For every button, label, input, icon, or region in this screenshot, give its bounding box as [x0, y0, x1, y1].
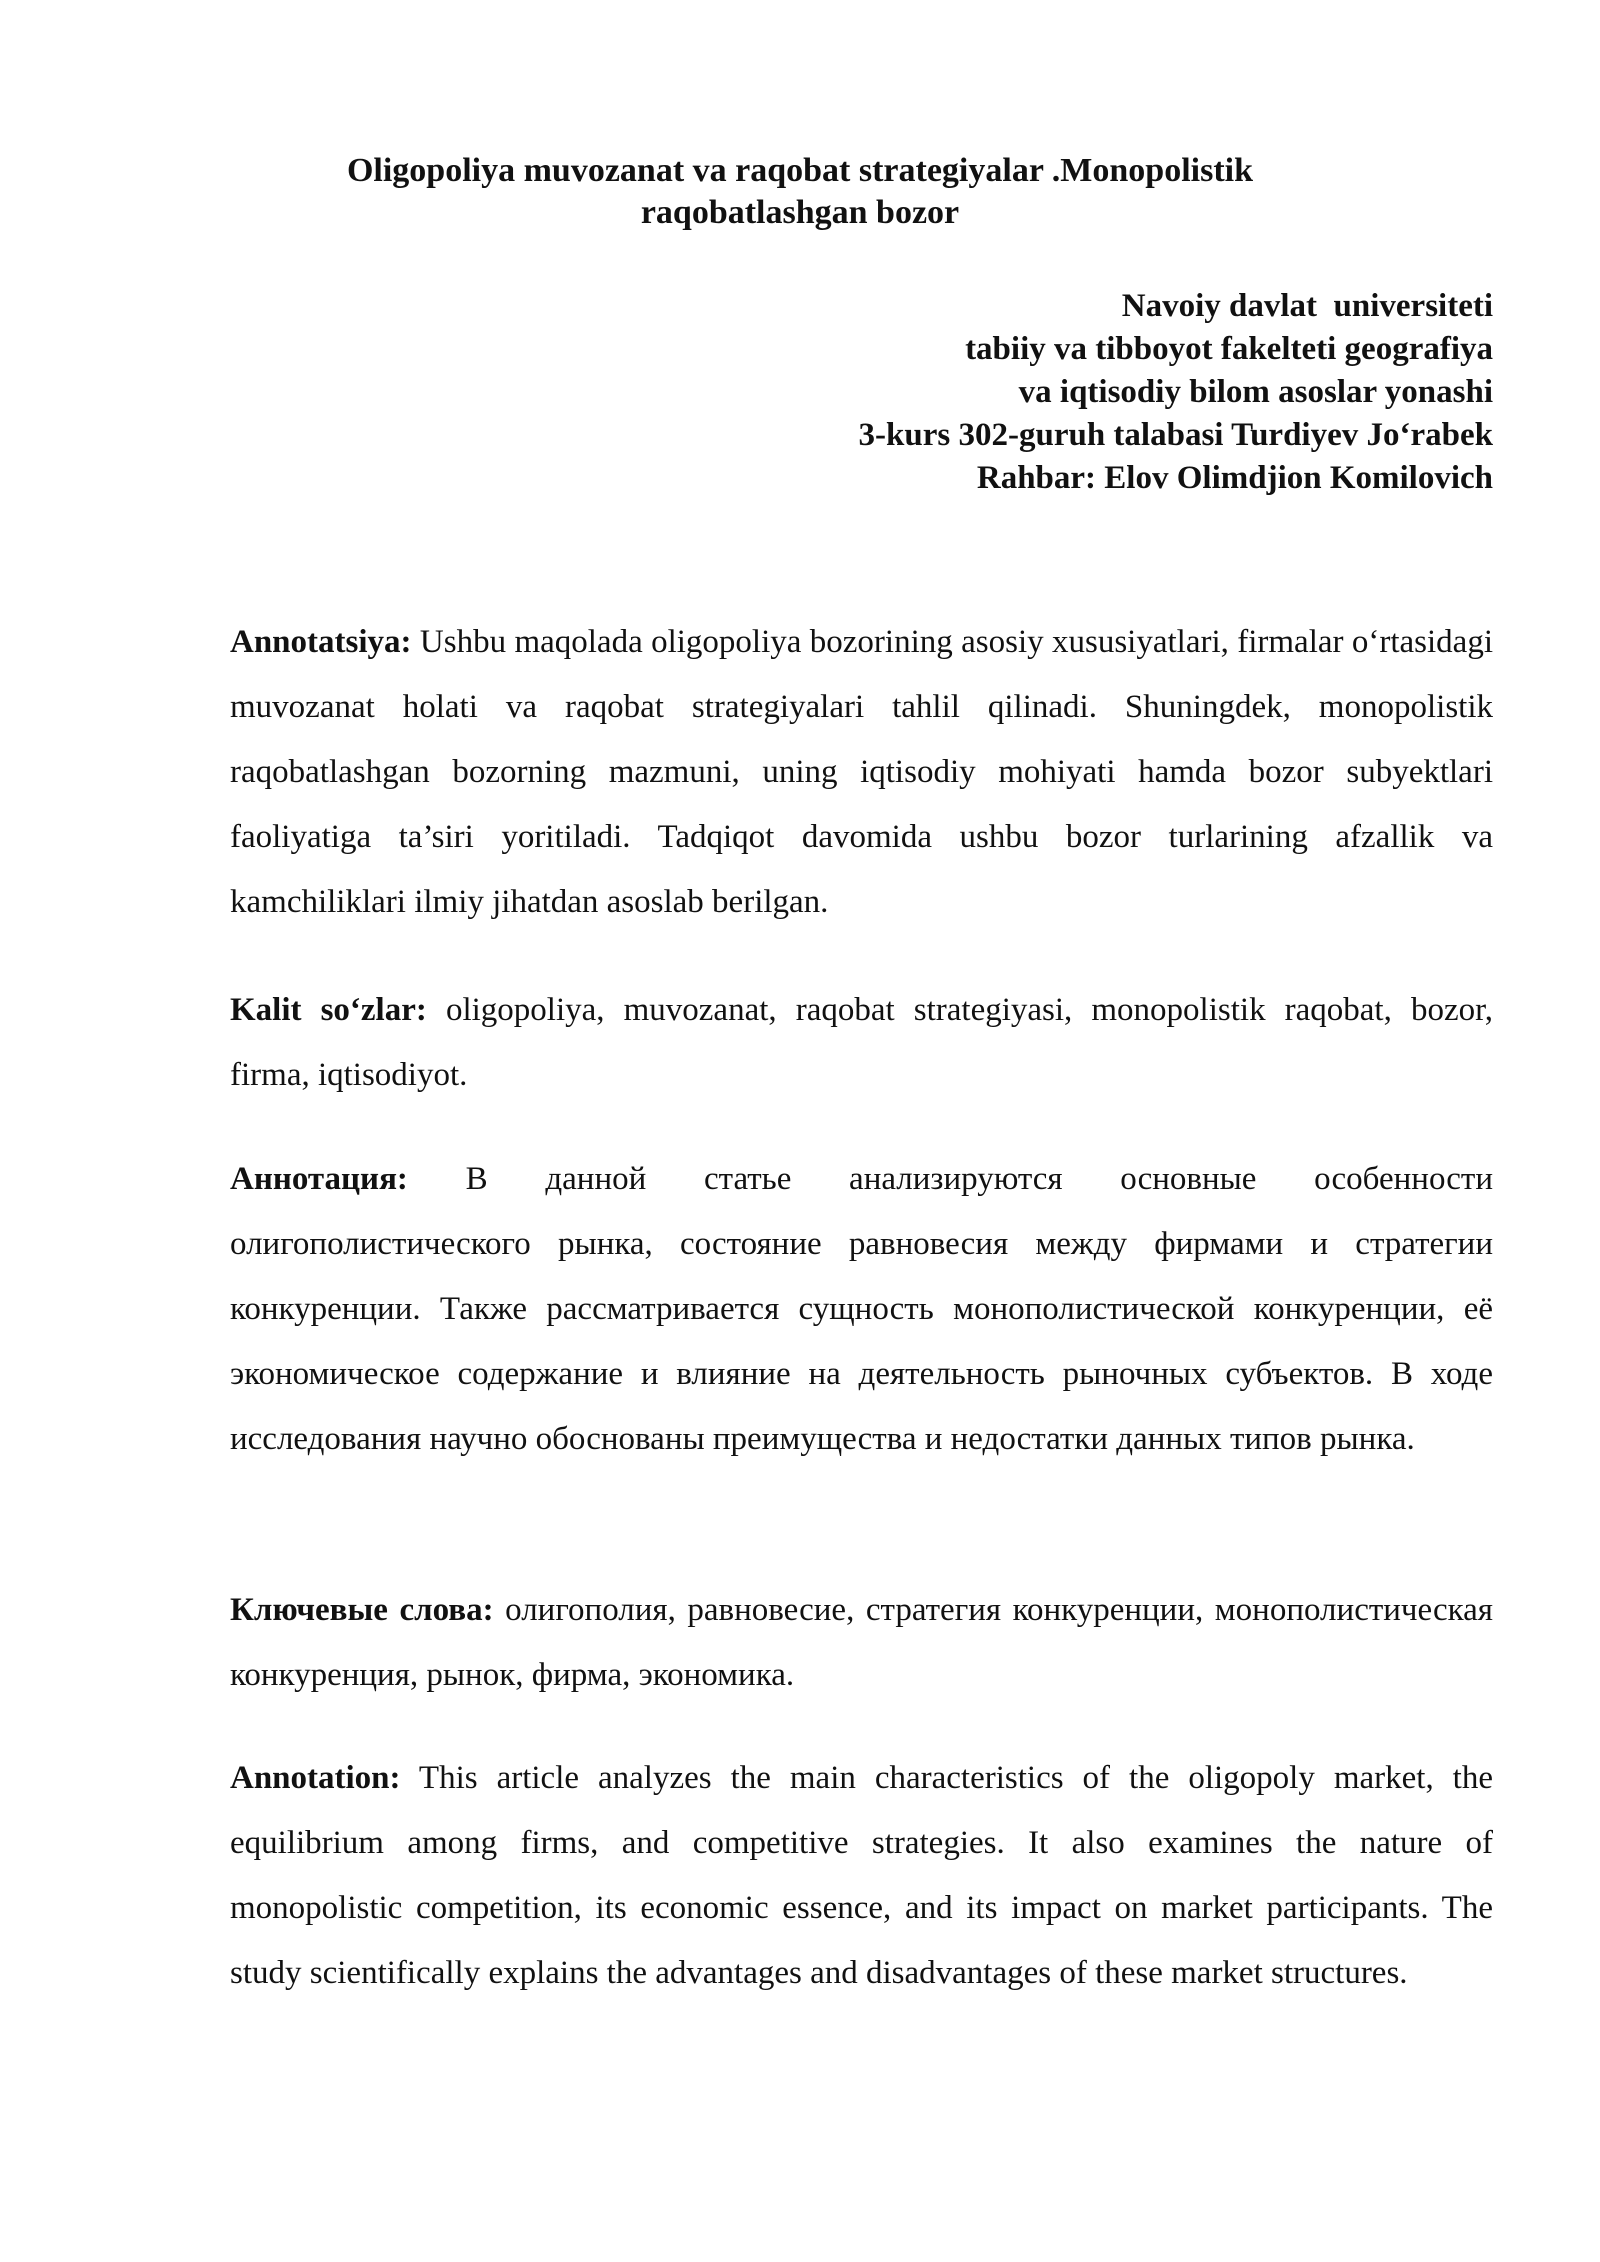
english-annotation [230, 1746, 1493, 2006]
russian-annotation-label: Аннотация: [230, 1161, 408, 1197]
uzbek-keywords-text: oligopoliya, muvozanat, raqobat strategiyasi, monopolistik raqobat, bozor, firma, iqtisodiyot. [230, 992, 1494, 1093]
author-affiliation [859, 285, 1493, 500]
uzbek-keywords-label: Kalit so‘zlar: [230, 992, 427, 1028]
affiliation-university: Navoiy davlat universiteti [1121, 288, 1493, 324]
title-line-2: raqobatlashgan bozor [640, 194, 960, 231]
title-line-1: Oligopoliya muvozanat va raqobat strategiyalar .Monopolistik [346, 152, 1254, 189]
uzbek-annotation-text: Ushbu maqolada oligopoliya bozorining asosiy xususiyatlari, firmalar o‘rtasidagi muvozanat holati va raqobat strategiyalari tahlil qilinadi. Shuningdek, monopolistik raqobatlashgan bozorning mazmuni, uning iqtisodiy mohiyati hamda bozor subyektlari faoliyatiga ta’siri yoritiladi. Tadqiqot davomida ushbu bozor turlarining afzallik va kamchiliklari ilmiy jihatdan asoslab berilgan. [230, 624, 1493, 920]
affiliation-supervisor: Rahbar: Elov Olimdjion Komilovich [976, 460, 1493, 496]
russian-keywords [230, 1578, 1493, 1708]
english-annotation-label: Annotation: [230, 1760, 401, 1796]
english-annotation-text: This article analyzes the main characteristics of the oligopoly market, the equilibrium among firms, and competitive strategies. It also examines the nature of monopolistic competition, its economic essence, and its impact on market participants. The study scientifically explains the advantages and disadvantages of these market structures. [230, 1760, 1493, 1991]
uzbek-annotation [230, 610, 1493, 935]
uzbek-annotation-label: Annotatsiya: [230, 624, 412, 660]
affiliation-student: 3-kurs 302-guruh talabasi Turdiyev Jo‘rabek [858, 417, 1493, 453]
uzbek-keywords [230, 978, 1493, 1108]
paper-title [300, 150, 1300, 234]
russian-keywords-text: олигополия, равновесие, стратегия конкуренции, монополистическая конкуренция, рынок, фирма, экономика. [230, 1592, 1493, 1693]
affiliation-faculty: tabiiy va tibboyot fakelteti geografiya [965, 331, 1493, 367]
russian-annotation-text: В данной статье анализируются основные особенности олигополистического рынка, состояние равновесия между фирмами и стратегии конкуренции. Также рассматривается сущность монополистической конкуренции, её экономическое содержание и влияние на деятельность рыночных субъектов. В ходе исследования научно обоснованы преимущества и недостатки данных типов рынка. [230, 1161, 1493, 1457]
affiliation-department: va iqtisodiy bilom asoslar yonashi [1018, 374, 1493, 410]
russian-annotation [230, 1147, 1493, 1472]
russian-keywords-label: Ключевые слова: [230, 1592, 494, 1628]
